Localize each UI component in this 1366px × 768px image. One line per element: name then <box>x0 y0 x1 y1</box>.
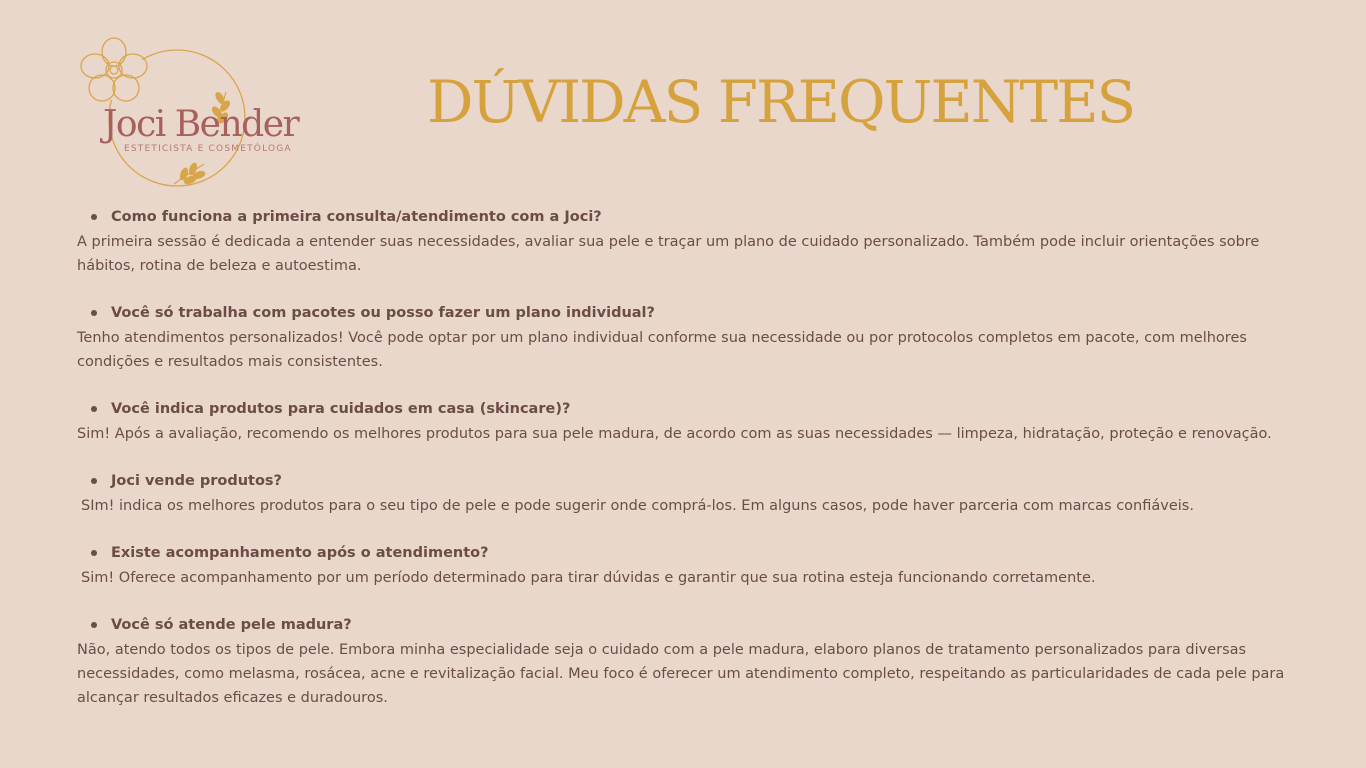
faq-item <box>77 470 1292 518</box>
faq-answer: Sim! Oferece acompanhamento por um período determinado para tirar dúvidas e garantir que sua rotina esteja funcionando corretamente. <box>81 570 1096 586</box>
faq-question: Você só trabalha com pacotes ou posso fazer um plano individual? <box>77 302 1292 324</box>
faq-question: Você indica produtos para cuidados em casa (skincare)? <box>77 398 1292 420</box>
faq-list <box>77 206 1292 734</box>
faq-question: Existe acompanhamento após o atendimento? <box>77 542 1292 564</box>
faq-answer: Não, atendo todos os tipos de pele. Embora minha especialidade seja o cuidado com a pele madura, elaboro planos de tratamento personalizados para diversas necessidades, como melasma, rosácea, acne e revitalização facial. Meu foco é oferecer um atendimento completo, respeitando as particularidades de cada pele para alcançar resultados eficazes e duradouros. <box>77 642 1285 706</box>
logo-name: Joci Bender <box>103 104 299 145</box>
faq-question: Você só atende pele madura? <box>77 614 1292 636</box>
faq-item <box>77 206 1292 278</box>
logo-tagline: ESTETICISTA E COSMETÓLOGA <box>124 144 292 154</box>
faq-answer: Tenho atendimentos personalizados! Você pode optar por um plano individual conforme sua necessidade ou por protocolos completos em pacote, com melhores condições e resultados mais consistentes. <box>77 330 1247 370</box>
faq-item <box>77 398 1292 446</box>
faq-answer: SIm! indica os melhores produtos para o seu tipo de pele e pode sugerir onde comprá-los. Em alguns casos, pode haver parceria com marcas confiáveis. <box>81 498 1194 514</box>
logo <box>76 34 316 194</box>
faq-item <box>77 542 1292 590</box>
faq-item <box>77 614 1292 710</box>
faq-answer: Sim! Após a avaliação, recomendo os melhores produtos para sua pele madura, de acordo com as suas necessidades — limpeza, hidratação, proteção e renovação. <box>77 426 1272 442</box>
faq-answer: A primeira sessão é dedicada a entender suas necessidades, avaliar sua pele e traçar um plano de cuidado personalizado. Também pode incluir orientações sobre hábitos, rotina de beleza e autoestima. <box>77 234 1260 274</box>
faq-item <box>77 302 1292 374</box>
faq-question: Como funciona a primeira consulta/atendimento com a Joci? <box>77 206 1292 228</box>
faq-question: Joci vende produtos? <box>77 470 1292 492</box>
page-title: DÚVIDAS FREQUENTES <box>427 68 1135 136</box>
